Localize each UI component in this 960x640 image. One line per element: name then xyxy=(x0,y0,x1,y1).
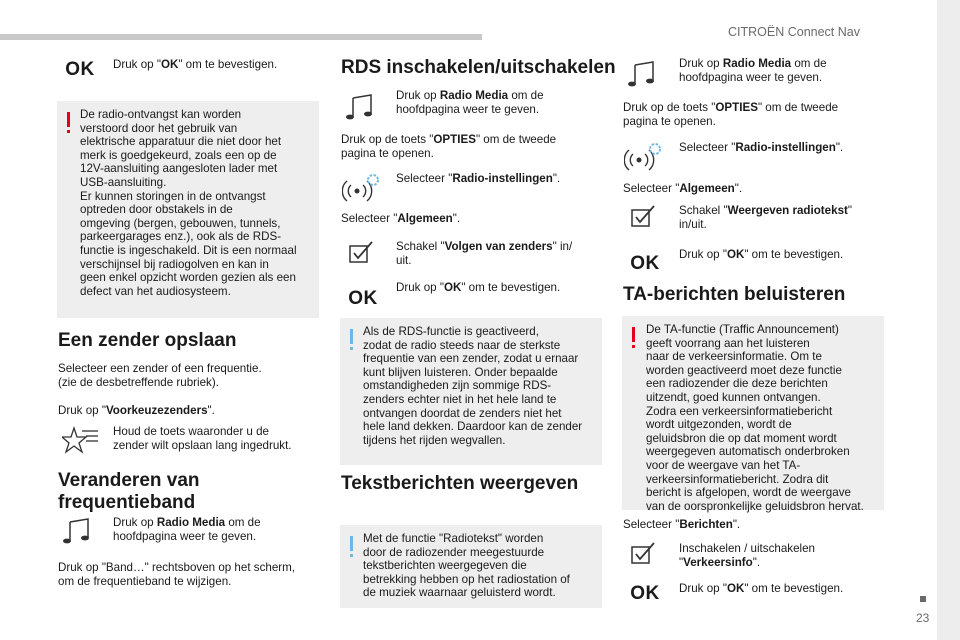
page-number: 23 xyxy=(916,611,930,625)
info-icon-dot xyxy=(350,347,353,350)
save-station-intro: Selecteer een zender of een frequentie. (zie de desbetreffende rubriek). xyxy=(58,362,262,389)
rds-ok-step: Druk op "OK" om te bevestigen. xyxy=(396,281,561,294)
save-station-heading: Een zender opslaan xyxy=(58,330,237,351)
info-radiotext-text: Met de functie "Radiotekst" worden door de radiozender meegestuurde tekstberichten weergegeven die betrekking hebben op het radiostation of de muziek waarnaar geluisterd wordt. xyxy=(363,532,570,600)
save-star-step-text: Houd de toets waaronder u de zender wilt opslaan lang ingedrukt. xyxy=(113,425,292,452)
checkbox-icon xyxy=(347,240,377,266)
rt-options-text: Druk op de toets "OPTIES" om de tweede pagina te openen. xyxy=(623,101,839,128)
info-icon-dot xyxy=(350,554,353,557)
ta-warning-text: De TA-functie (Traffic Announcement) geeft voorrang aan het luisteren naar de verkeersinformatie. Om te worden geactiveerd moet deze functie een radiozender die deze berichten uitzendt, goed kunnen ontvangen. Zodra een verkeersinformatiebericht wordt uitgezonden, wordt de geluidsbron die op dat moment wordt weergegeven automatisch onderbroken voor de weergave van het TA- verkeersinformatiebericht. Zodra dit bericht is afgelopen, wordt de weergave van de oorspronkelijke geluidsbron hervat. xyxy=(646,323,864,513)
ta-select-messages: Selecteer "Berichten". xyxy=(623,518,741,531)
rt-toggle-radiotext: Schakel "Weergeven radiotekst" in/uit. xyxy=(679,204,852,231)
ok-step-text: Druk op "OK" om te bevestigen. xyxy=(113,58,278,71)
ok-icon: OK xyxy=(348,288,378,309)
save-station-presets: Druk op "Voorkeuzezenders". xyxy=(58,404,215,417)
checkbox-icon xyxy=(629,541,659,567)
radio-settings-icon xyxy=(342,171,382,205)
warning-icon xyxy=(632,327,635,342)
band-step-text: Druk op Radio Media om de hoofdpagina weer te geven. xyxy=(113,516,261,543)
band-heading: Veranderen van frequentieband xyxy=(58,470,200,513)
page-edge-strip xyxy=(937,0,960,640)
warning-text: De radio-ontvangst kan worden verstoord door het gebruik van elektrische apparatuur die niet door het merk is goedgekeurd, zoals een op de 12V-aansluiting aangesloten lader met USB-aansluiting. Er kunnen storingen in de ontvangst optreden door obstakels in de omgeving (bergen, gebouwen, tunnels, parkeergarages enz.), ook als de RDS- functie is ingeschakeld. Dit is een normaal verschijnsel bij radiogolven en kan in geen enkel opzicht worden gezien als een defect van het audiosysteem. xyxy=(80,108,297,298)
rt-ok-step: Druk op "OK" om te bevestigen. xyxy=(679,248,844,261)
ok-icon: OK xyxy=(630,253,660,274)
checkbox-icon xyxy=(629,204,659,230)
music-note-icon xyxy=(62,516,94,546)
ta-heading: TA-berichten beluisteren xyxy=(623,284,846,305)
warning-icon xyxy=(67,112,70,127)
page-header-title: CITROËN Connect Nav xyxy=(728,25,860,39)
rt-select-general: Selecteer "Algemeen". xyxy=(623,182,743,195)
ta-ok-step: Druk op "OK" om te bevestigen. xyxy=(679,582,844,595)
text-messages-heading: Tekstberichten weergeven xyxy=(341,473,579,494)
page-marker xyxy=(920,596,926,602)
rds-toggle-follow: Schakel "Volgen van zenders" in/ uit. xyxy=(396,240,573,267)
music-note-icon xyxy=(345,92,377,122)
ta-toggle-traffic: Inschakelen / uitschakelen "Verkeersinfo". xyxy=(679,542,815,569)
star-icon xyxy=(62,424,100,460)
band-instruction: Druk op "Band…" rechtsboven op het scherm, om de frequentieband te wijzigen. xyxy=(58,561,296,588)
rt-select-radio-settings: Selecteer "Radio-instellingen". xyxy=(679,141,844,154)
ok-icon: OK xyxy=(65,59,95,80)
ok-icon: OK xyxy=(630,583,660,604)
warning-icon-dot xyxy=(632,345,635,348)
header-bar xyxy=(0,34,482,40)
info-icon xyxy=(350,536,353,551)
rds-heading: RDS inschakelen/uitschakelen xyxy=(341,57,616,78)
rds-select-general: Selecteer "Algemeen". xyxy=(341,212,461,225)
radio-settings-icon xyxy=(624,140,664,174)
warning-icon-dot xyxy=(67,130,70,133)
rds-step-radio-media: Druk op Radio Media om de hoofdpagina weer te geven. xyxy=(396,89,544,116)
rt-step-radio-media: Druk op Radio Media om de hoofdpagina weer te geven. xyxy=(679,57,827,84)
rds-options-text: Druk op de toets "OPTIES" om de tweede pagina te openen. xyxy=(341,133,557,160)
info-rds-text: Als de RDS-functie is geactiveerd, zodat de radio steeds naar de sterkste frequentie van een zender, zodat u ernaar kunt blijven luisteren. Onder bepaalde omstandigheden zijn sommige RDS- zenders echter niet in het hele land te ontvangen doordat de zenders niet het hele land dekken. Daardoor kan de zender tijdens het rijden wegvallen. xyxy=(363,325,583,447)
music-note-icon xyxy=(627,59,659,89)
info-icon xyxy=(350,329,353,344)
rds-select-radio-settings: Selecteer "Radio-instellingen". xyxy=(396,172,561,185)
